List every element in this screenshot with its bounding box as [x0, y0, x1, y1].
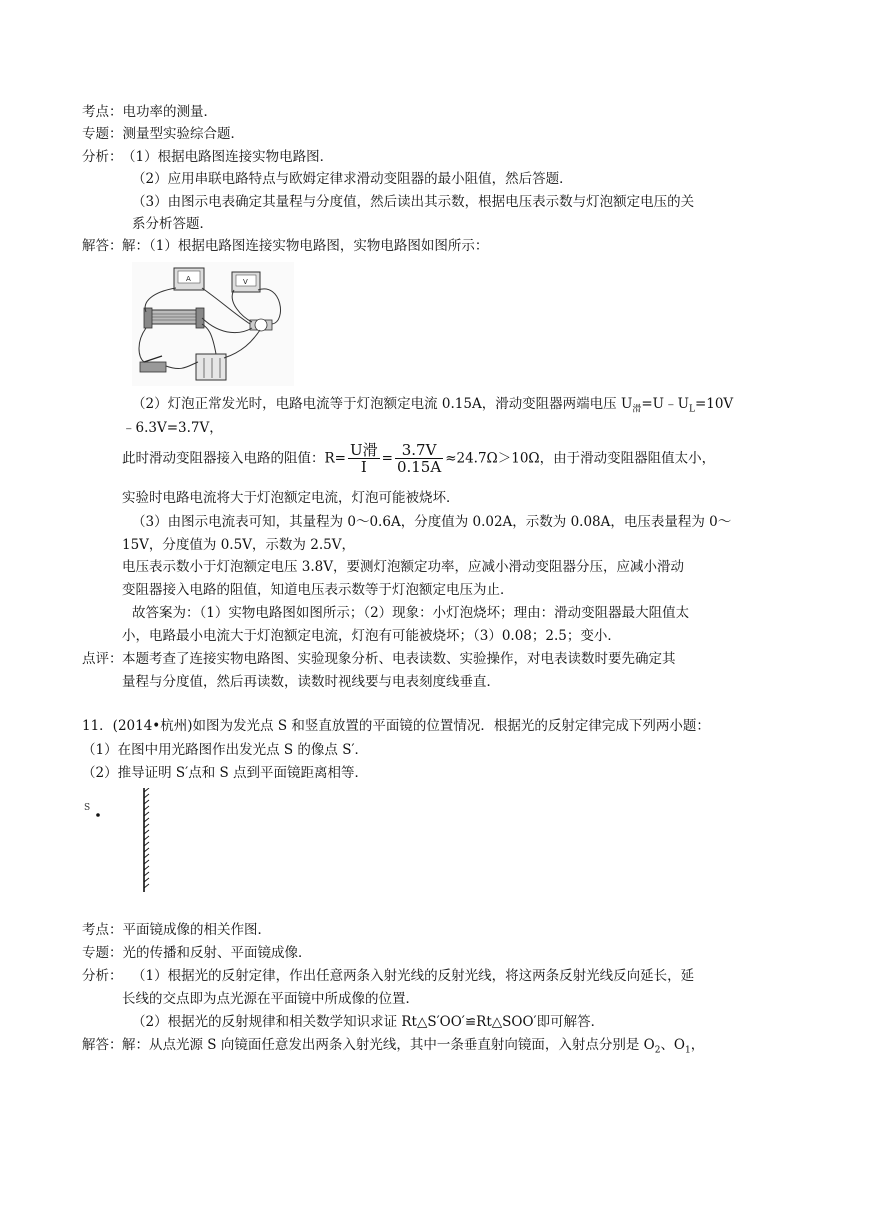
- subscript-2: 2: [654, 1045, 661, 1056]
- q10-fenxi-label: 分析：: [82, 149, 123, 165]
- mirror-figure: [80, 788, 160, 892]
- q10-jieda-3-line: 电压表示数小于灯泡额定电压 3.8V，要测灯泡额定功率，应减小滑动变阻器分压，应减小滑动: [122, 559, 685, 575]
- lamp: [250, 319, 272, 331]
- q11-fenxi-line: 长线的交点即为点光源在平面镜中所成像的位置．: [122, 991, 419, 1007]
- voltmeter-label: V: [243, 278, 248, 286]
- q10-jieda-2d: 实验时电路电流将大于灯泡额定电流，灯泡可能被烧坏．: [122, 490, 460, 506]
- q11-fenxi-line: （2）根据光的反射规律和相关数学知识求证 Rt△S′OO′≌Rt△SOO′即可解答．: [132, 1014, 605, 1030]
- equation-suffix: ≈24.7Ω＞10Ω，由于滑动变阻器阻值太小，: [445, 450, 716, 467]
- q11-fenxi-label: 分析：: [82, 968, 123, 984]
- q11-jieda-end: ，: [690, 1037, 705, 1053]
- q10-jieda-2a-text: （2）灯泡正常发光时，电路电流等于灯泡额定电流 0.15A，滑动变阻器两端电压 U: [132, 396, 633, 412]
- q11-jieda-label: 解答：: [82, 1037, 123, 1053]
- equation-prefix: 此时滑动变阻器接入电路的阻值：R=: [122, 450, 346, 467]
- fraction-numerator: U滑: [349, 441, 378, 459]
- q10-resistance-equation: 此时滑动变阻器接入电路的阻值：R= $\frac{\text{U滑}}{I}$ = $\frac{3.7V}{0.15A}$ ≈24.7Ω＞10Ω，由于滑动变阻器阻值太小，: [122, 441, 716, 476]
- q10-jieda-2b: ﹣6.3V=3.7V，: [122, 420, 223, 436]
- q10-fenxi-line: （1）根据电路图连接实物电路图．: [122, 149, 334, 165]
- q11-kaodian-label: 考点：: [82, 922, 123, 938]
- q10-jieda-3-line: 变阻器接入电路的阻值，知道电压表示数等于灯泡额定电压为止．: [122, 582, 514, 598]
- q10-zhuanti-text: 测量型实验综合题．: [122, 126, 244, 142]
- q10-jieda-intro: 解：（1）根据电路图连接实物电路图，实物电路图如图所示：: [122, 238, 489, 254]
- q11-fenxi-line: （1）根据光的反射定律，作出任意两条入射光线的反射光线，将这两条反射光线反向延长，延: [132, 968, 695, 984]
- q11-zhuanti-row: [82, 943, 312, 963]
- q10-dianping-line: 本题考查了连接实物电路图、实验现象分析、电表读数、实验操作，对电表读数时要先确定其: [122, 651, 676, 667]
- fraction-u-over-i: [348, 442, 380, 475]
- q11-jieda-line: [122, 1035, 704, 1061]
- point-s-label: S: [84, 803, 91, 813]
- q10-answer-line: 故答案为：（1）实物电路图如图所示；（2）现象：小灯泡烧坏；理由：滑动变阻器最大阻值太: [132, 605, 690, 621]
- q11-zhuanti-label: 专题：: [82, 945, 123, 961]
- q10-fenxi-line: （2）应用串联电路特点与欧姆定律求滑动变阻器的最小阻值，然后答题．: [132, 171, 573, 187]
- ammeter: [174, 268, 204, 290]
- fraction-denominator: 0.15A: [396, 458, 442, 476]
- q11-jieda-text: 解：从点光源 S 向镜面任意发出两条入射光线，其中一条垂直射向镜面，入射点分别是 O: [122, 1037, 655, 1053]
- q10-fenxi-line: （3）由图示电表确定其量程与分度值，然后读出其示数，根据电压表示数与灯泡额定电压的关: [132, 194, 695, 210]
- mirror-diagram: [80, 788, 160, 892]
- q10-jieda-3-line: （3）由图示电流表可知，其量程为 0～0.6A，分度值为 0.02A，示数为 0.08A，电压表量程为 0～: [132, 514, 732, 530]
- q10-jieda-2a: [132, 394, 733, 420]
- q11-title: 11．(2014•杭州)如图为发光点 S 和竖直放置的平面镜的位置情况．根据光的反射定律完成下列两小题：: [82, 718, 710, 734]
- q10-kaodian-text: 电功率的测量．: [122, 104, 217, 120]
- voltmeter: [232, 272, 260, 292]
- ammeter-label: A: [186, 275, 191, 283]
- subscript-l: L: [688, 404, 695, 415]
- q10-zhuanti-label: 专题：: [82, 126, 123, 142]
- q11-kaodian-text: 平面镜成像的相关作图．: [122, 922, 271, 938]
- circuit-diagram: [132, 262, 294, 386]
- q10-jieda-2a-mid: =U﹣U: [641, 396, 689, 412]
- q10-jieda-2a-end: =10V: [694, 396, 734, 412]
- q11-sub2: （2）推导证明 S′点和 S 点到平面镜距离相等．: [82, 765, 369, 781]
- q10-dianping-label: 点评：: [82, 651, 123, 667]
- q11-kaodian-row: [82, 920, 271, 940]
- fraction-numerator: 3.7V: [395, 442, 443, 459]
- battery: [196, 354, 226, 380]
- q10-jieda-label: 解答：: [82, 238, 123, 254]
- point-s: [96, 813, 100, 817]
- fraction-value: [395, 442, 443, 475]
- fraction-denominator: I: [360, 458, 367, 476]
- q10-kaodian-row: [82, 102, 217, 122]
- subscript-hua: 滑: [632, 404, 642, 415]
- q10-dianping-line: 量程与分度值，然后再读数，读数时视线要与电表刻度线垂直．: [122, 674, 500, 690]
- q10-zhuanti-row: [82, 124, 244, 144]
- q10-jieda-3-line: 15V，分度值为 0.5V，示数为 2.5V，: [122, 537, 355, 553]
- q11-sub1: （1）在图中用光路图作出发光点 S 的像点 S′．: [82, 742, 369, 758]
- q11-zhuanti-text: 光的传播和反射、平面镜成像．: [122, 945, 312, 961]
- q10-kaodian-label: 考点：: [82, 104, 123, 120]
- q11-jieda-mid: 、O: [660, 1037, 686, 1053]
- circuit-figure: [132, 262, 294, 386]
- subscript-1: 1: [685, 1045, 691, 1056]
- q10-fenxi-line: 系分析答题．: [132, 216, 213, 232]
- q10-answer-line: 小，电路最小电流大于灯泡额定电流，灯泡有可能被烧坏；（3）0.08；2.5；变小．: [122, 628, 621, 644]
